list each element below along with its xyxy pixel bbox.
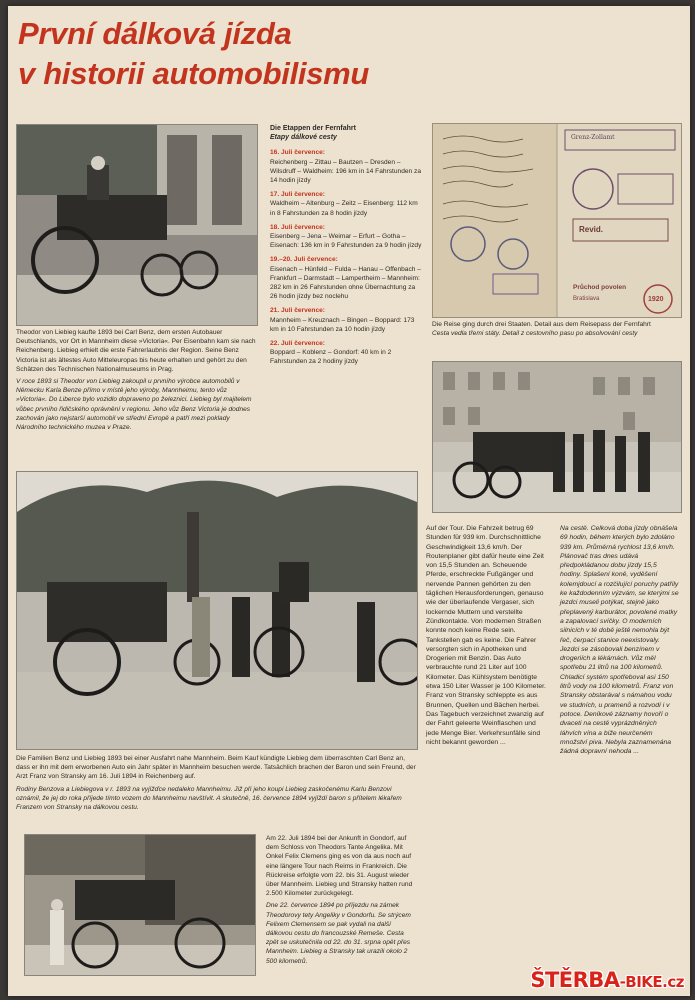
arrival-text	[266, 834, 416, 969]
caption-passport-de: Die Reise ging durch drei Staaten. Detail aus dem Reisepass der Fernfahrt	[432, 321, 651, 328]
stage-date: 21. Juli července:	[270, 307, 325, 315]
stage-route: Waldheim – Altenburg – Zeitz – Eisenberg: 112 km in 8 Fahrstunden za 8 hodin jízdy	[270, 200, 418, 217]
caption-families	[16, 754, 416, 815]
tour-paragraph-cz: Na cestě. Celková doba jízdy obnášela 69 hodin, během kterých bylo zdoláno 939 km. Průměrná rychlost 13,6 km/h. Plánovač tras dnes udává předpokládanou dobu jízdy 15,5 hodiny. Splašení koně, vyděšení kolemjdoucí a rozčilující poruchy patřily ke každodenním výzvám, se kterými se jezdci museli potýkat, stejně jako přeplavený karburátor, povolené matky a zapalovací svíčky. O moderních silnicích v té době ještě nemohla být řeč, čerpací stanice neexistovaly. Jezdci se zásobovali benzínem v drogeriích a lékárnách. Vůz měl spotřebu 21 litrů na 100 kilometrů. Chladicí systém spotřeboval asi 150 litrů vody na 100 kilometrů. Franz von Stransky obstarával s námahou vodu ve studních, u pramenů a rozvodí i v potoce. Deníkové záznamy hovoří o dvaceti na cestě vyprázdněných láhvích vína a bíže neurčeném množství piva. Nebyla zaznamenána žádná dopravní nehoda ...	[560, 525, 679, 756]
photo-arrival-gondorf	[24, 834, 256, 976]
caption-families-de: Die Familien Benz und Liebieg 1893 bei einer Ausfahrt nahe Mannheim. Beim Kauf kündigte Liebieg dem überraschten Carl Benz an, dass er ihn mit dem erworbenen Auto ein Jahr später in Mannheim besuchen werde. Tatsächlich brachen der Baron und sein Freund, der Arzt Franz von Stransky am 16. Juli 1894 in Reichenberg auf.	[16, 755, 416, 781]
photo-benz-victoria-illustration	[17, 125, 257, 325]
passport-document-image	[432, 123, 682, 318]
arrival-text-cz: Dne 22. července 1894 po příjezdu na zámek Theodorovy tety Angeliky v Gondorfu. Se strýcem Felixem Clemensem se pak vydali na další dálkovou cestu do francouzské Remeše. Cesta zpět se uskutečnila od 22. do 31. srpna opět přes Mannheim. Liebieg a Stransky tak urazili okolo 2 500 kilometrů.	[266, 902, 411, 965]
stage-item	[270, 223, 422, 251]
stage-date: 17. Juli července:	[270, 191, 325, 199]
stages-list	[270, 124, 422, 372]
stage-date: 22. Juli července:	[270, 340, 325, 348]
caption-victoria	[16, 328, 256, 435]
photo-families-mannheim	[16, 471, 418, 750]
stage-item	[270, 306, 422, 334]
stamp-year: 1920	[648, 296, 664, 303]
stage-date: 16. Juli července:	[270, 149, 325, 157]
caption-passport	[432, 320, 680, 341]
title-line-2: v historii automobilismu	[18, 56, 370, 91]
poster-title	[18, 14, 369, 94]
watermark-suffix: -BIKE.cz	[619, 973, 684, 991]
photo-town-square-illustration	[433, 362, 681, 512]
exhibition-poster	[8, 6, 690, 996]
tour-text-cz	[560, 524, 680, 759]
stages-heading-cz: Etapy dálkové cesty	[270, 134, 337, 142]
stage-route: Reichenberg – Zittau – Bautzen – Dresden – Wilsdruff – Waldheim: 196 km in 14 Fahrstunden za 14 hodin jízdy	[270, 158, 421, 185]
photo-town-square	[432, 361, 682, 513]
stage-item	[270, 190, 422, 218]
tour-paragraph-de: Auf der Tour. Die Fahrzeit betrug 69 Stunden für 939 km. Durchschnittliche Geschwindigkeit 13,6 km/h. Der Routenplaner gibt dafür heute eine Zeit von 15,5 Stunden an. Scheuende Pferde, erschreckte Fußgänger und nervende Pannen gehörten zu den täglichen Herausforderungen, genauso wie der überlaufende Vergaser, sich lockernde Muttern und verstellte Zündkontakte. Von modernen Straßen konnte noch keine Rede sein. Tankstellen gab es keine. Die Fahrer versorgten sich in Apotheken und Drogerien mit Benzin. Das Auto verbrauchte rund 21 Liter auf 100 Kilometer. Das Kühlsystem benötigte etwa 150 Liter Wasser je 100 Kilometer. Franz von Stransky schleppte es aus Brunnen, Quellen und Bächen herbei. Das Tagebuch verzeichnet zwanzig auf der Fahrt geleerte Weinflaschen und jede Menge Bier. Verkehrsunfälle sind nicht bekannt geworden ...	[426, 525, 546, 746]
stage-item	[270, 255, 422, 301]
tour-text-de	[426, 524, 546, 750]
site-watermark	[530, 968, 684, 992]
stamp-revid: Revid.	[579, 225, 604, 234]
stage-item	[270, 148, 422, 185]
caption-victoria-cz: V roce 1893 si Theodor von Liebieg zakoupil u prvního výrobce automobilů v Německu Karla Benze přímo v místě jeho výroby, Mannheimu, tento vůz »Victoria«. Do Liberce bylo vozidlo dopraveno po železnici. Liebieg byl majitelem vůbec prvního řidičského oprávnění v regionu. Jeho vůz Benz Victoria je dodnes zachován jako nejstarší automobil ve střední Evropě a patří mezi poklady Národního technického muzea v Praze.	[16, 378, 252, 432]
passport-document-illustration	[433, 124, 681, 317]
caption-victoria-de: Theodor von Liebieg kaufte 1893 bei Carl Benz, dem ersten Autobauer Deutschlands, vor Ort in Mannheim diese »Victoria«. Per Eisenbahn kam sie nach Reichenberg. Liebieg erhielt die erste Fahrerlaubnis der Region. Seine Benz Victoria ist als ältestes Auto Mitteleuropas bis heute erhalten und gehört zu den Schätzen des Technischen Nationalmuseums in Prag.	[16, 329, 256, 373]
watermark-main: ŠTĚRBA	[530, 968, 620, 992]
caption-families-cz: Rodiny Benzova a Liebiegova v r. 1893 na vyjížďce nedaleko Mannheimu. Již při jeho koupi Liebieg zaskočenému Karlu Benzovi oznámil, že jej do roka příjede tímto vozem do Mannheimu navštívit. A skutečně, 16. července 1894 vyjíždí baron s přítelem lékařem Franzem von Stransky na dálkovou cestu.	[16, 785, 402, 812]
stage-date: 19.–20. Juli července:	[270, 256, 338, 264]
photo-arrival-illustration	[25, 835, 255, 975]
caption-passport-cz: Cesta vedla třemi státy. Detail z cestovního pasu po absolvování cesty	[432, 330, 638, 338]
photo-families-illustration	[17, 472, 417, 749]
stage-item	[270, 339, 422, 367]
stage-route: Eisenach – Hünfeld – Fulda – Hanau – Offenbach – Frankfurt – Darmstadt – Lampertheim – Mannheim: 282 km in 26 Fahrstunden ohne Übernachtung za 26 hodin jízdy bez noclehu	[270, 265, 421, 301]
stamp-place: Bratislava	[573, 296, 600, 302]
stamp-grenz-zollamt: Grenz-Zollamt	[571, 134, 615, 141]
stage-date: 18. Juli července:	[270, 223, 325, 231]
stages-heading-de: Die Etappen der Fernfahrt	[270, 125, 356, 132]
stage-route: Boppard – Koblenz – Gondorf: 40 km in 2 Fahrstunden za 2 hodiny jízdy	[270, 349, 392, 366]
stamp-pruchod-povolen: Průchod povolen	[573, 284, 627, 291]
stage-route: Mannheim – Kreuznach – Bingen – Boppard: 173 km in 10 Fahrstunden za 10 hodin jízdy	[270, 316, 415, 333]
photo-benz-victoria	[16, 124, 258, 326]
title-line-1: První dálková jízda	[18, 16, 292, 51]
arrival-text-de: Am 22. Juli 1894 bei der Ankunft in Gondorf, auf dem Schloss von Theodors Tante Angelika. Mit Onkel Felix Clemens ging es von da aus noch auf eine längere Tour nach Reims in Frankreich. Die Rückreise erfolgte vom 22. bis 31. August wieder über Mannheim. Liebieg und Stransky hatten rund 2.500 Kilometer zurückgelegt.	[266, 835, 413, 898]
stage-route: Eisenberg – Jena – Weimar – Erfurt – Gotha – Eisenach: 136 km in 9 Fahrstunden za 9 hodin jízdy	[270, 233, 422, 250]
